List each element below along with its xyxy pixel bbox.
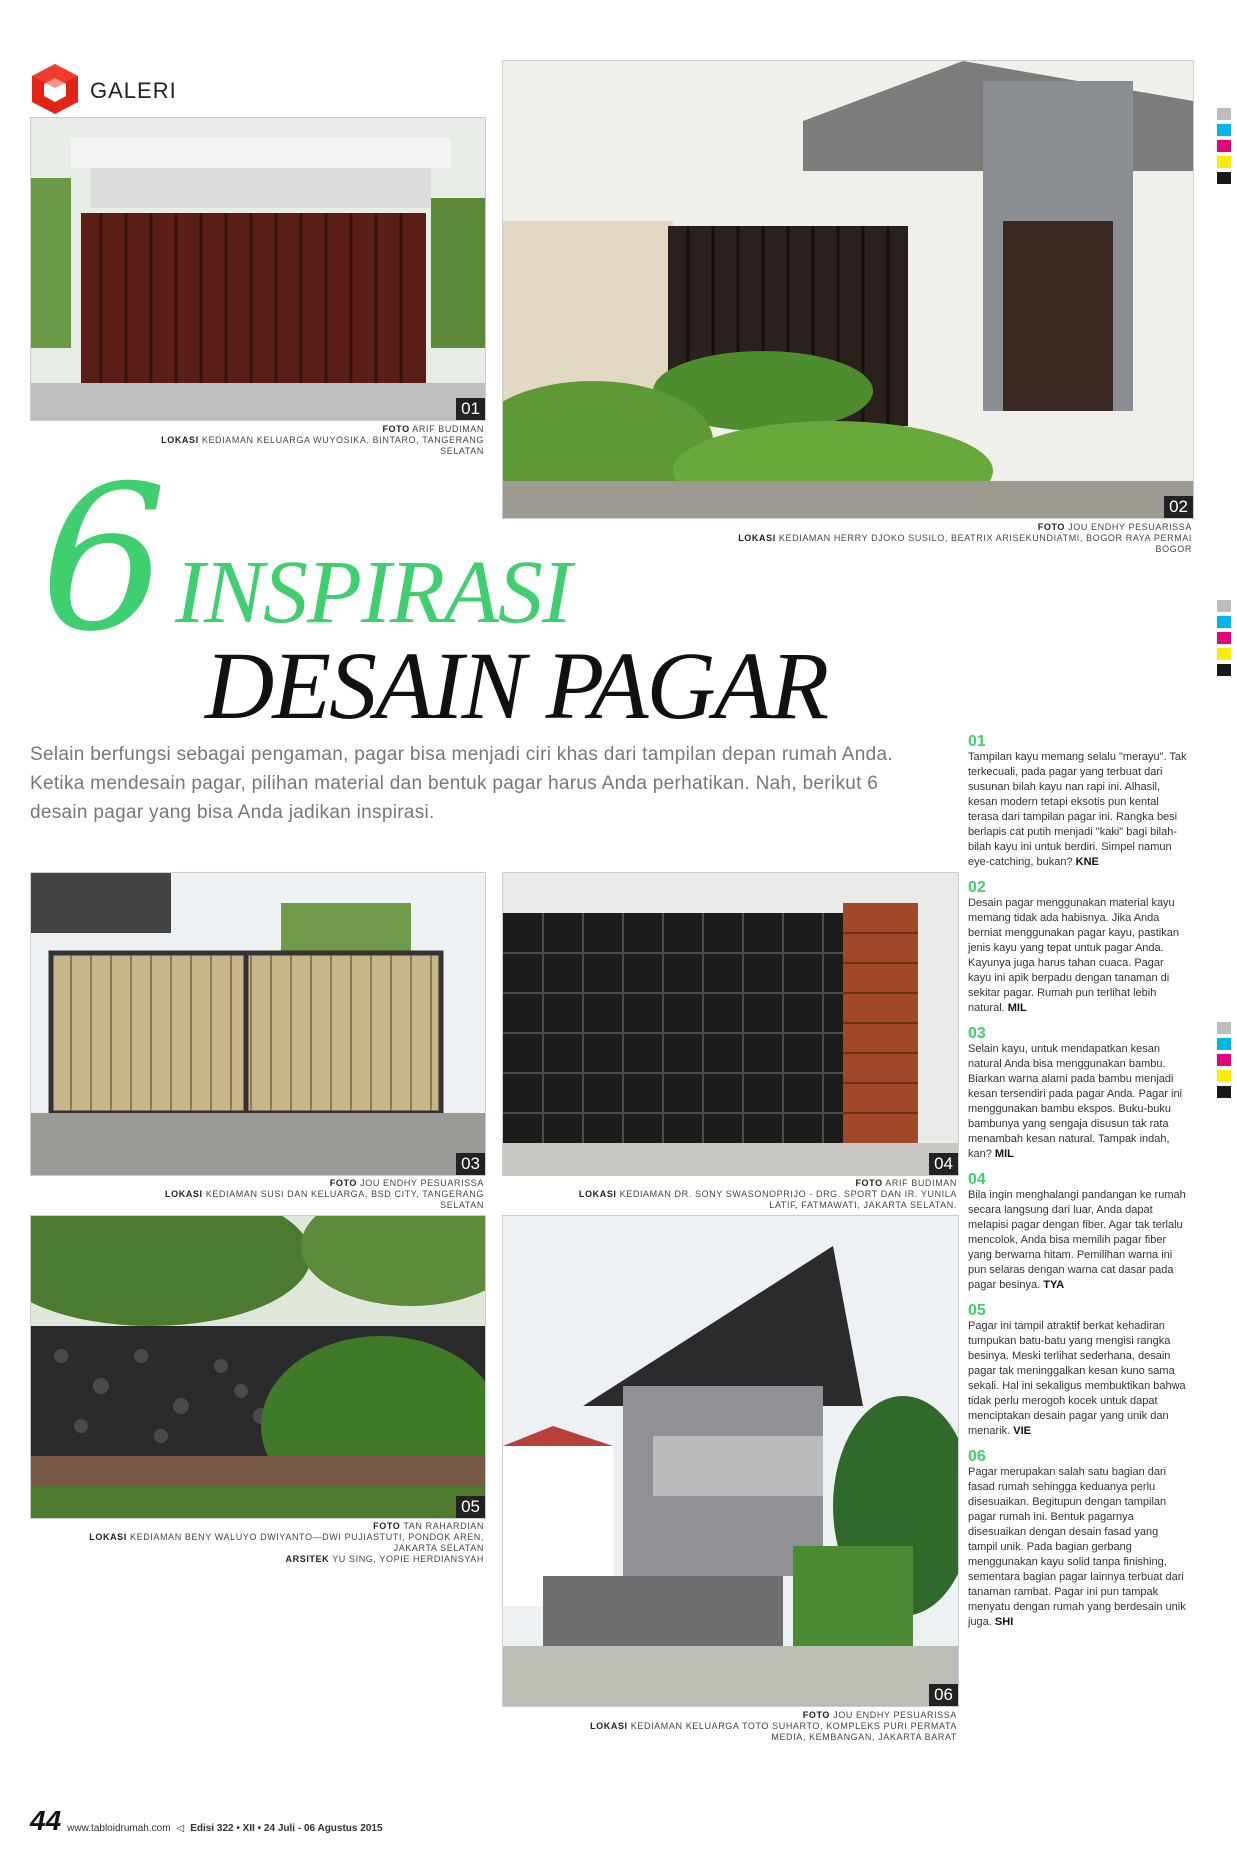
color-bar	[1217, 1022, 1231, 1034]
photo-02	[502, 60, 1194, 519]
description-item: 01 Tampilan kayu memang selalu "merayu". Tak terkecuali, pada pagar yang terbuat dari susunan bilah kayu nan rapi ini. Alhasil, kesan modern tetapi eksotis pun kental terasa dari tampilan pagar ini. Rangka besi berlapis cat putih menjadi "kaki" bagi bilah-bilah kayu ini untuk berdiri. Simpel namun eye-catching, bukan? KNE	[968, 733, 1187, 868]
color-bar	[1217, 648, 1231, 660]
title-line2: DESAIN PAGAR	[205, 632, 828, 739]
color-bar	[1217, 616, 1231, 628]
credit-02: FOTO JOU ENDHY PESUARISSA LOKASI KEDIAMAN HERRY DJOKO SUSILO, BEATRIX ARISEKUNDIATMI, BOGOR RAYA PERMAI BOGOR	[738, 522, 1192, 554]
color-bar	[1217, 1054, 1231, 1066]
photo-number: 02	[1164, 496, 1193, 518]
photo-number: 05	[456, 1496, 485, 1518]
description-item: 05 Pagar ini tampil atraktif berkat kehadiran tumpukan batu-batu yang mengisi rangka besinya. Meski terlihat sederhana, desain pagar tak meninggalkan kesan kuno sama sekali. Hal ini sekaligus membuktikan bahwa tidak perlu merogoh kocek untuk dapat menciptakan desain pagar yang unik dan menarik. VIE	[968, 1302, 1186, 1437]
photo-number: 06	[929, 1684, 958, 1706]
color-bar	[1217, 1038, 1231, 1050]
color-bar	[1217, 140, 1231, 152]
description-item: 06 Pagar merupakan salah satu bagian dari fasad rumah sehingga keduanya perlu disesuaikan. Begitupun dengan tampilan pagar rumah ini. Bentuk pagarnya disesuaikan dengan desain fasad yang tampil unik. Pada bagian gerbang menggunakan kayu solid tanpa finishing, sementara bagian pagar lainnya terbuat dari tanaman rambat. Pagar ini pun tampak menyatu dengan rumah yang berdesain unik juga. SHI	[968, 1448, 1186, 1628]
color-bars-top	[1217, 108, 1231, 188]
color-bars-bottom	[1217, 1022, 1231, 1102]
title-line1: INSPIRASI	[175, 543, 571, 642]
description-item: 04 Bila ingin menghalangi pandangan ke rumah secara langsung dari luar, Anda dapat melapisi pagar dengan fiber. Agar tak terlalu mencolok, Anda bisa memilih pagar fiber yang berwarna hitam. Pemilihan warna ini pun selaras dengan warna cat dasar pada pagar besinya. TYA	[968, 1171, 1186, 1291]
edition-info: Edisi 322 • XII • 24 Juli - 06 Agustus 2015	[190, 1823, 383, 1834]
website: www.tabloidrumah.com	[67, 1823, 171, 1834]
galeri-logo-icon	[30, 62, 80, 116]
title-number: 6	[40, 443, 162, 676]
color-bar	[1217, 124, 1231, 136]
photo-04	[502, 872, 959, 1176]
description-column	[968, 733, 1188, 1639]
credit-06: FOTO JOU ENDHY PESUARISSA LOKASI KEDIAMAN KELUARGA TOTO SUHARTO, KOMPLEKS PURI PERMATA MEDIA, KEMBANGAN, JAKARTA BARAT	[590, 1710, 957, 1742]
photo-03	[30, 872, 486, 1176]
color-bar	[1217, 156, 1231, 168]
description-item: 03 Selain kayu, untuk mendapatkan kesan natural Anda bisa menggunakan bambu. Biarkan warna alami pada bambu menjadi kesan tersendiri pada pagar Anda. Pagar ini menggunakan bambu ekspos. Buku-buku bambunya yang sengaja disusun tak rata menambah kesan natural. Tampak indah, kan? MIL	[968, 1025, 1183, 1160]
photo-01	[30, 117, 486, 421]
color-bar	[1217, 172, 1231, 184]
credit-05: FOTO TAN RAHARDIAN LOKASI KEDIAMAN BENY WALUYO DWIYANTO—DWI PUJIASTUTI, PONDOK AREN, JAKARTA SELATAN ARSITEK YU SING, YOPIE HERDIANSYAH	[89, 1521, 484, 1564]
intro-paragraph: Selain berfungsi sebagai pengaman, pagar bisa menjadi ciri khas dari tampilan depan rumah Anda. Ketika mendesain pagar, pilihan material dan bentuk pagar harus Anda perhatikan. Nah, berikut 6 desain pagar yang bisa Anda jadikan inspirasi.	[30, 744, 893, 823]
credit-01: FOTO ARIF BUDIMAN LOKASI KEDIAMAN KELUARGA WUYOSIKA, BINTARO, TANGERANG SELATAN	[161, 424, 484, 456]
chevron-left-icon: ◁	[176, 1823, 185, 1834]
page-number: 44	[30, 1805, 62, 1836]
photo-05	[30, 1215, 486, 1519]
color-bar	[1217, 1070, 1231, 1082]
credit-04: FOTO ARIF BUDIMAN LOKASI KEDIAMAN DR. SONY SWASONOPRIJO - DRG. SPORT DAN IR. YUNILA LATIF, FATMAWATI, JAKARTA SELATAN.	[578, 1178, 957, 1210]
color-bars-middle	[1217, 600, 1231, 680]
description-item: 02 Desain pagar menggunakan material kayu memang tidak ada habisnya. Jika Anda berniat menggunakan pagar kayu, pastikan jenis kayu yang tepat untuk pagar Anda. Kayunya juga harus tahan cuaca. Pagar kayu ini apik berpadu dengan tanaman di sekitar pagar. Rumah pun terlihat lebih natural. MIL	[968, 879, 1179, 1014]
color-bar	[1217, 664, 1231, 676]
footer	[30, 1805, 383, 1836]
credit-03: FOTO JOU ENDHY PESUARISSA LOKASI KEDIAMAN SUSI DAN KELUARGA, BSD CITY, TANGERANG SELATAN	[165, 1178, 484, 1210]
color-bar	[1217, 1086, 1231, 1098]
color-bar	[1217, 600, 1231, 612]
photo-number: 03	[456, 1153, 485, 1175]
color-bar	[1217, 632, 1231, 644]
photo-number: 04	[929, 1153, 958, 1175]
color-bar	[1217, 108, 1231, 120]
section-label: GALERI	[90, 78, 177, 103]
photo-06	[502, 1215, 959, 1707]
photo-number: 01	[456, 398, 485, 420]
